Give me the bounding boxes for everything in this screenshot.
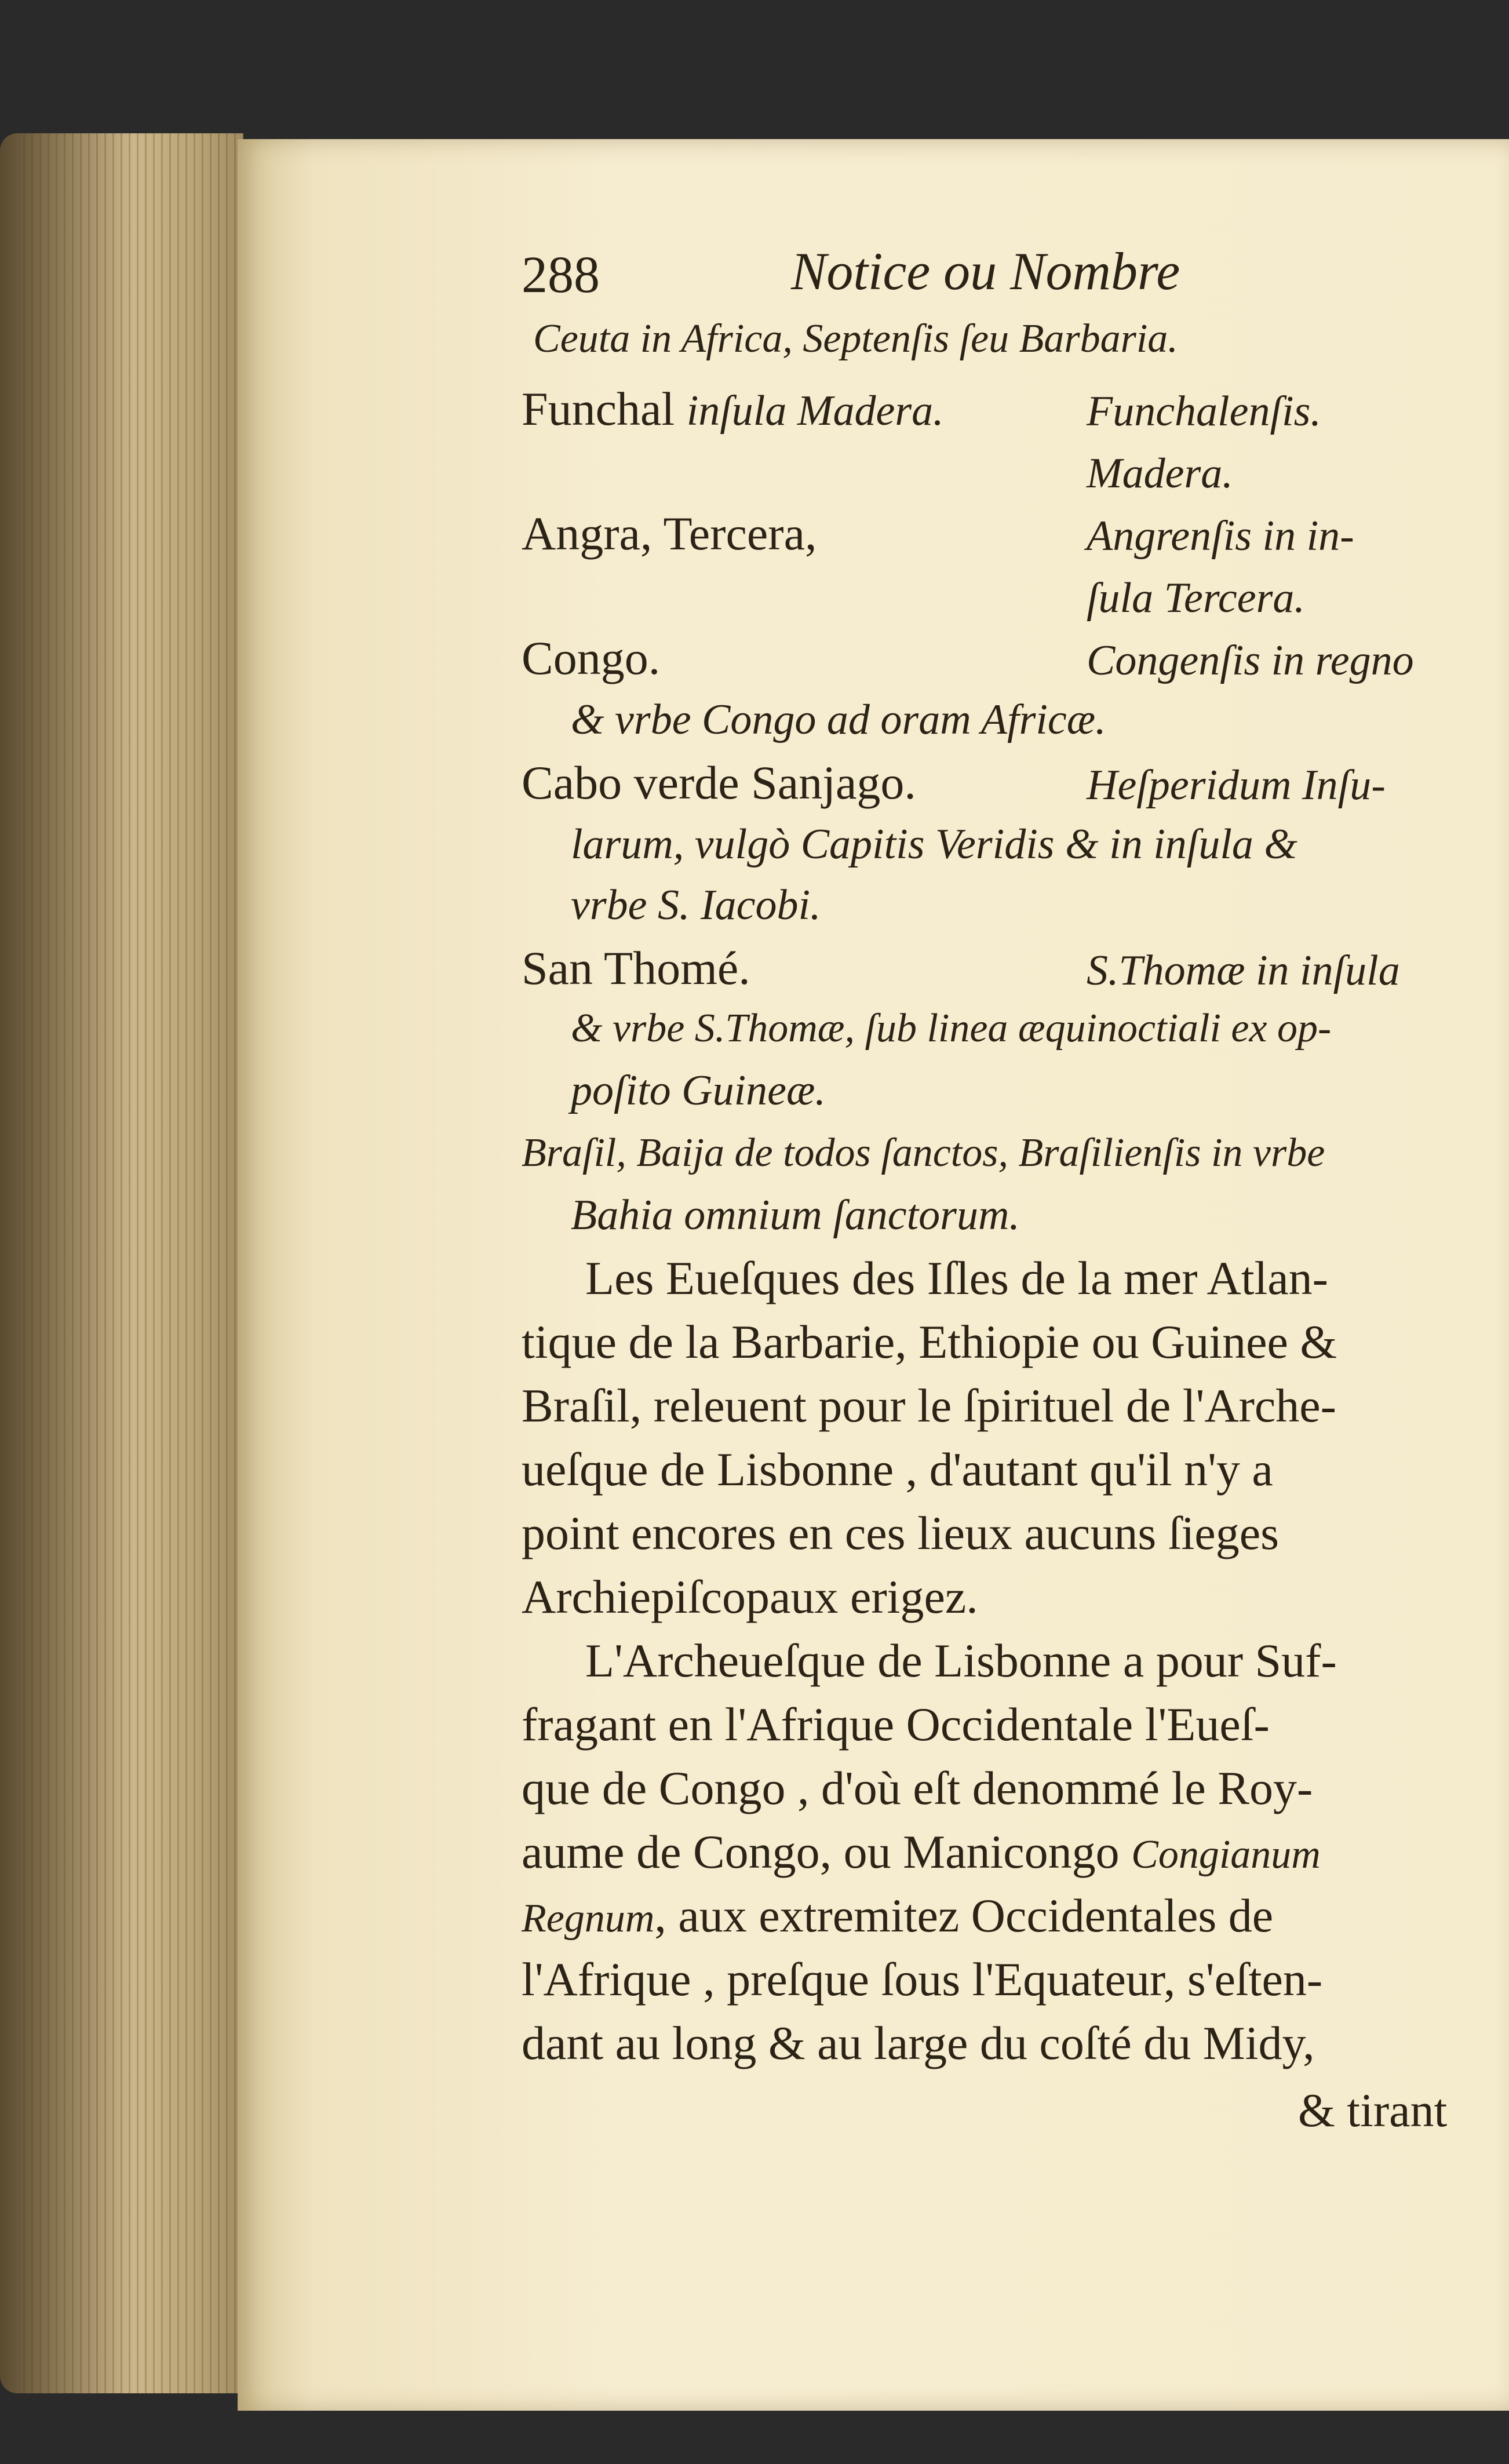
text-line-1: Ceuta in Africa, Septenſis ſeu Barbaria. <box>533 316 1178 361</box>
text-line-15: Bahia omnium ſanctorum. <box>571 1191 1020 1239</box>
text-line-2-roman: Funchal <box>522 382 687 435</box>
text-line-27: l'Afrique , preſque ſous l'Equateur, s'eſten- <box>522 1953 1323 2006</box>
text-line-12: & vrbe S.Thomæ, ſub linea æquinoctiali ex op- <box>571 1006 1332 1051</box>
text-line-9: larum, vulgò Capitis Veridis & in inſula & <box>571 821 1297 868</box>
text-line-5-right: ſula Tercera. <box>1087 574 1305 622</box>
text-line-11-right: S.Thomæ in inſula <box>1087 947 1400 994</box>
text-line-25-italic: Congianum <box>1131 1832 1321 1877</box>
text-line-11: San Thomé. <box>522 942 750 994</box>
text-line-6: Congo. <box>522 632 661 684</box>
text-line-21: Archiepiſcopaux erigez. <box>522 1570 978 1623</box>
running-title: Notice ou Nombre <box>791 242 1180 301</box>
text-line-19: ueſque de Lisbonne , d'autant qu'il n'y a <box>522 1443 1273 1496</box>
text-line-26 <box>522 1889 1274 1942</box>
text-line-23: fragant en l'Afrique Occidentale l'Eueſ- <box>522 1698 1270 1751</box>
text-line-26-roman: , aux extremitez Occidentales de <box>654 1889 1274 1942</box>
text-line-20: point encores en ces lieux aucuns ſieges <box>522 1507 1279 1559</box>
text-line-8-right: Heſperidum Inſu- <box>1087 761 1386 809</box>
text-line-10: vrbe S. Iacobi. <box>571 881 821 929</box>
text-line-24: que de Congo , d'où eſt denommé le Roy- <box>522 1762 1313 1814</box>
text-line-25-roman: aume de Congo, ou Manicongo <box>522 1825 1132 1878</box>
text-line-17: tique de la Barbarie, Ethiopie ou Guinee & <box>522 1315 1337 1368</box>
text-line-28: dant au long & au large du coſté du Midy, <box>522 2017 1315 2069</box>
text-line-18: Braſil, releuent pour le ſpirituel de l'Arche- <box>522 1379 1336 1432</box>
catchword: & tirant <box>1298 2084 1448 2137</box>
text-line-4: Angra, Tercera, <box>522 507 817 560</box>
text-line-4-right: Angrenſis in in- <box>1087 512 1354 560</box>
text-line-22: L'Archeueſque de Lisbonne a pour Suf- <box>585 1634 1337 1687</box>
text-line-6-right: Congenſis in regno <box>1087 637 1414 684</box>
text-line-13: poſito Guineæ. <box>571 1067 826 1114</box>
text-line-25 <box>522 1825 1321 1878</box>
text-line-2-right: Funchalenſis. <box>1087 388 1321 435</box>
text-line-7: & vrbe Congo ad oram Africæ. <box>571 696 1106 743</box>
book-page-edges <box>0 133 243 2393</box>
text-line-16: Les Eueſques des Iſles de la mer Atlan- <box>585 1252 1328 1304</box>
text-line-2 <box>522 382 944 435</box>
text-line-26-italic: Regnum <box>522 1896 655 1941</box>
text-line-3-right: Madera. <box>1087 450 1233 497</box>
text-line-8: Cabo verde Sanjago. <box>522 756 916 809</box>
text-line-14: Braſil, Baija de todos ſanctos, Braſilienſis in vrbe <box>522 1131 1325 1175</box>
text-line-2-italic: inſula Madera. <box>686 387 944 435</box>
page-number: 288 <box>522 246 600 304</box>
